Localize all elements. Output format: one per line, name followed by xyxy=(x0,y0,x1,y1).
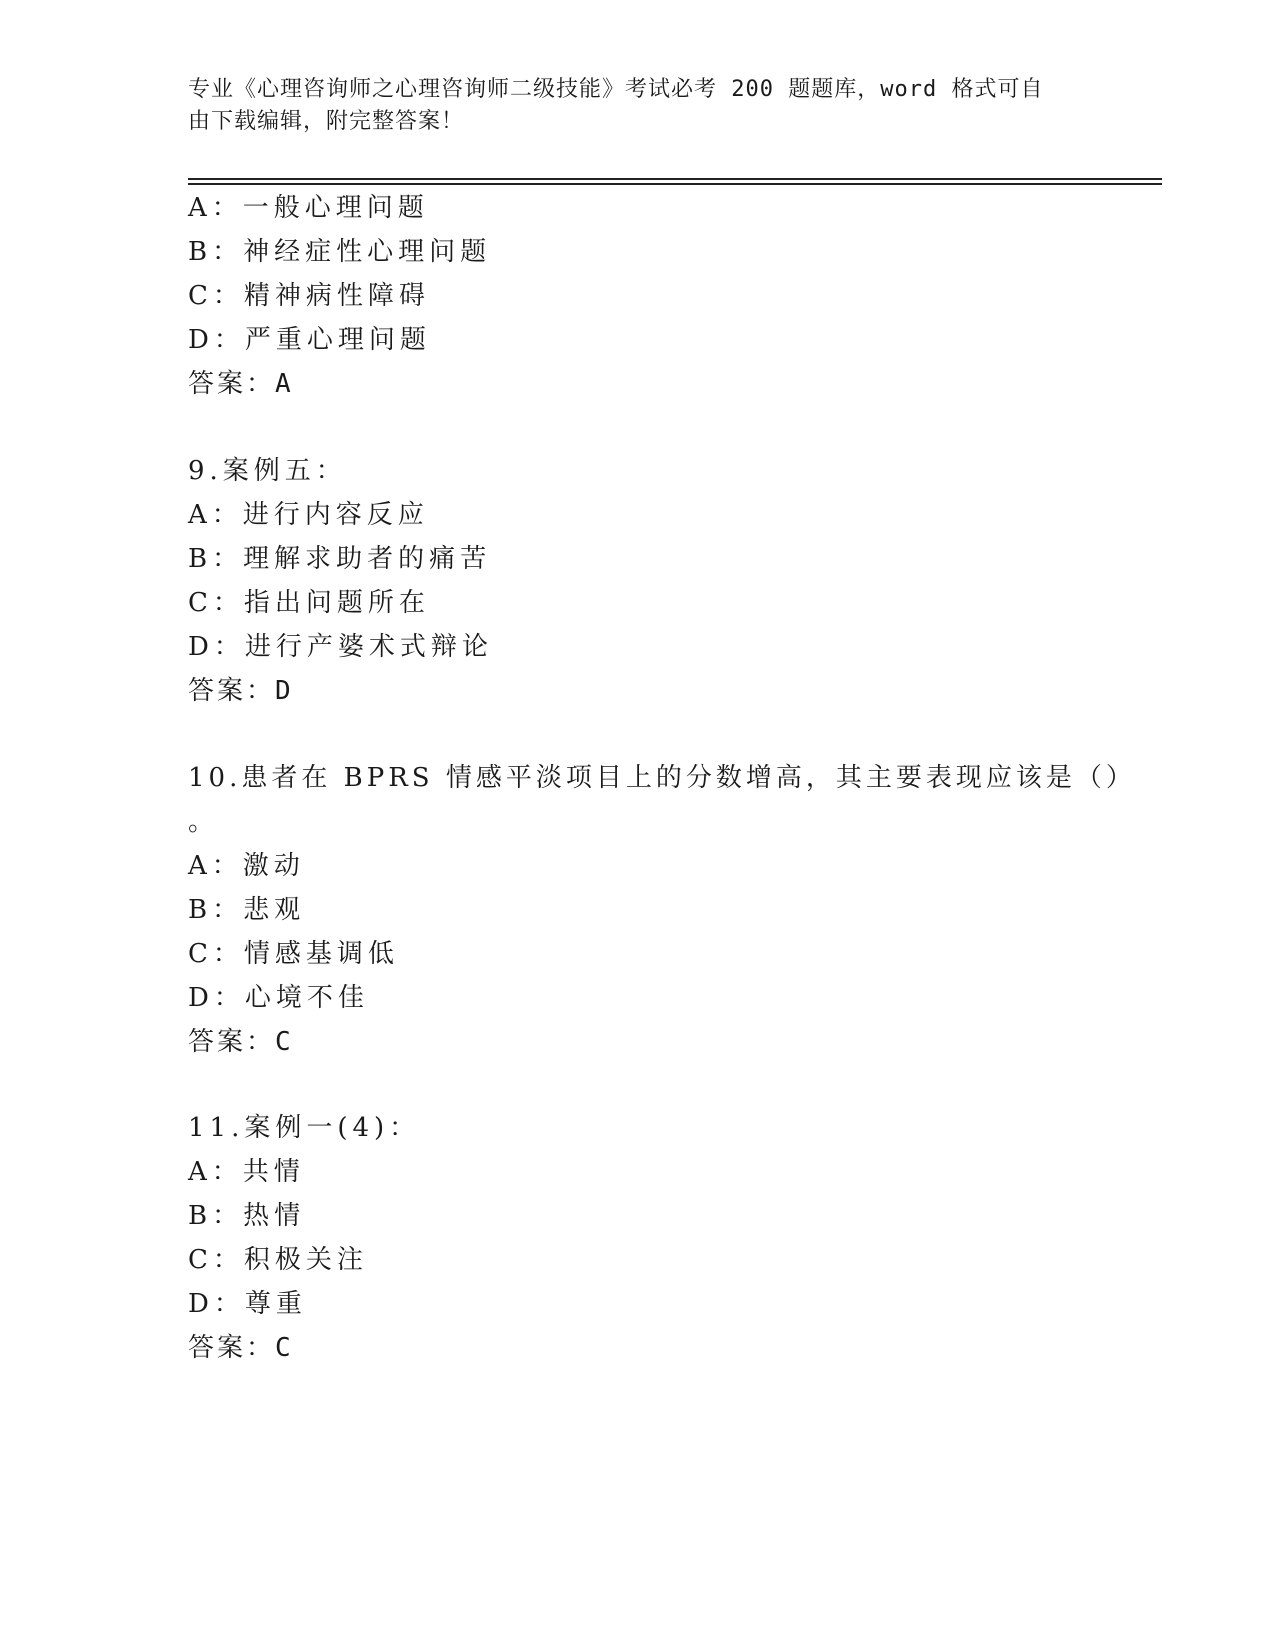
option-b: B：神经症性心理问题 xyxy=(188,237,492,267)
option-c: C：指出问题所在 xyxy=(188,588,430,618)
header-divider-bottom xyxy=(188,183,1162,185)
answer-line xyxy=(188,366,294,402)
answer-label: 答案： xyxy=(188,369,276,399)
answer-label: 答案： xyxy=(188,1333,276,1363)
answer-line xyxy=(188,1024,294,1060)
option-a: A：共情 xyxy=(188,1157,305,1187)
answer-value: A xyxy=(275,369,294,399)
option-b: B：理解求助者的痛苦 xyxy=(188,544,492,574)
header-divider-top xyxy=(188,178,1162,180)
question-9-stem: 9.案例五： xyxy=(188,456,347,486)
document-header xyxy=(188,74,1068,138)
option-a: A：一般心理问题 xyxy=(188,193,429,223)
answer-line xyxy=(188,1330,294,1366)
question-10-stem: 10.患者在 BPRS 情感平淡项目上的分数增高，其主要表现应该是（） xyxy=(188,763,1136,793)
answer-label: 答案： xyxy=(188,676,276,706)
option-a: A：激动 xyxy=(188,851,305,881)
question-10-stem-continued: 。 xyxy=(188,807,220,837)
answer-value: C xyxy=(275,1333,294,1363)
option-c: C：积极关注 xyxy=(188,1245,368,1275)
header-line-2: 由下载编辑，附完整答案！ xyxy=(188,109,465,134)
option-b: B：悲观 xyxy=(188,895,306,925)
answer-value: C xyxy=(275,1027,294,1057)
option-d: D：进行产婆术式辩论 xyxy=(188,632,493,662)
option-b: B：热情 xyxy=(188,1201,306,1231)
header-line-1: 专业《心理咨询师之心理咨询师二级技能》考试必考 200 题题库，word 格式可自 xyxy=(188,77,1044,102)
question-11-stem: 11.案例一(4)： xyxy=(188,1113,421,1143)
option-d: D：严重心理问题 xyxy=(188,325,431,355)
option-d: D：心境不佳 xyxy=(188,983,369,1013)
answer-value: D xyxy=(275,676,294,706)
option-c: C：精神病性障碍 xyxy=(188,281,430,311)
option-c: C：情感基调低 xyxy=(188,939,399,969)
answer-line xyxy=(188,673,294,709)
option-d: D：尊重 xyxy=(188,1289,307,1319)
answer-label: 答案： xyxy=(188,1027,276,1057)
option-a: A：进行内容反应 xyxy=(188,500,429,530)
